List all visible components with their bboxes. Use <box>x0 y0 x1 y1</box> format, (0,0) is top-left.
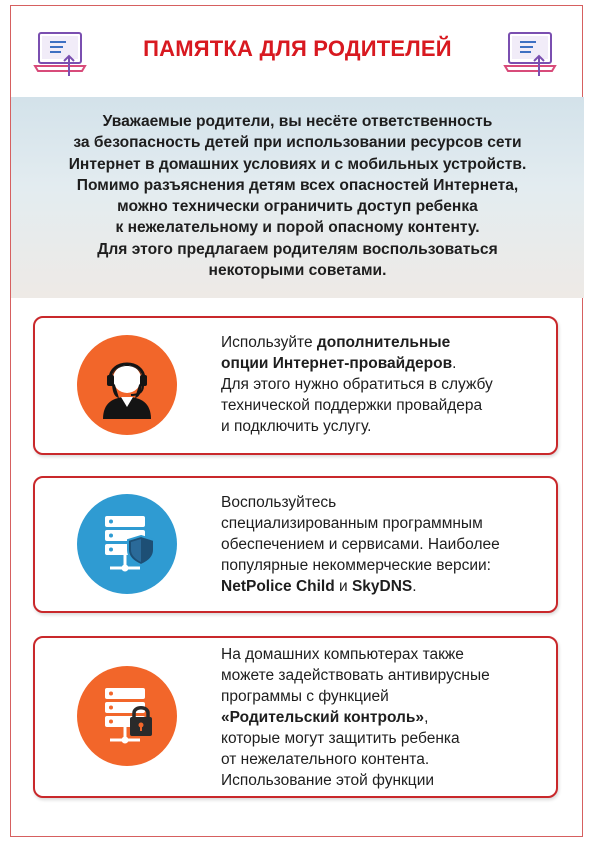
intro-panel <box>11 97 584 298</box>
tip-line: Для этого нужно обратиться в службу <box>221 376 493 393</box>
tip-line: которые могут защитить ребенка <box>221 730 460 747</box>
tip-line: от нежелательного контента. <box>221 751 430 768</box>
support-operator-icon <box>77 335 177 435</box>
tip-line: Использование этой функции <box>221 772 435 789</box>
intro-line: Интернет в домашних условиях и с мобильных устройств. <box>68 155 527 173</box>
tip-card-software <box>33 476 558 613</box>
page-title: ПАМЯТКА ДЛЯ РОДИТЕЛЕЙ <box>143 36 452 61</box>
tip-card-antivirus <box>33 636 558 798</box>
tip-text <box>221 492 551 597</box>
intro-line: Уважаемые родители, вы несёте ответственность <box>102 113 493 130</box>
tip-card-provider <box>33 316 558 455</box>
tip-line: Воспользуйтесь <box>221 494 337 511</box>
tip-line: На домашних компьютерах также <box>221 646 464 663</box>
tip-line: технической поддержки провайдера <box>221 397 483 414</box>
intro-line: можно технически ограничить доступ ребенка <box>117 198 478 216</box>
intro-text <box>11 111 584 281</box>
tip-line: можете задействовать антивирусные <box>221 667 490 684</box>
tip-line: опции Интернет-провайдеров. <box>221 355 457 372</box>
tip-line: специализированным программным <box>221 515 483 532</box>
intro-line: Для этого предлагаем родителям воспользоваться <box>97 240 498 258</box>
intro-line: к нежелательному и порой опасному контенту. <box>115 219 480 237</box>
tip-line: «Родительский контроль», <box>221 709 429 726</box>
tip-line: обеспечением и сервисами. Наиболее <box>221 536 500 553</box>
tip-text <box>221 332 551 437</box>
tip-text <box>221 644 551 791</box>
intro-line: за безопасность детей при использовании ресурсов сети <box>73 134 522 152</box>
intro-line: некоторыми советами. <box>208 262 387 280</box>
header <box>0 0 595 95</box>
laptop-upload-icon <box>33 30 87 78</box>
tip-line: популярные некоммерческие версии: <box>221 557 491 574</box>
tip-line: программы с функцией <box>221 688 389 705</box>
server-lock-icon <box>77 666 177 766</box>
tip-line: и подключить услугу. <box>221 418 372 435</box>
server-shield-icon <box>77 494 177 594</box>
laptop-upload-icon <box>503 30 557 78</box>
intro-line: Помимо разъяснения детям всех опасностей Интернета, <box>76 176 519 194</box>
tip-line: NetPolice Child и SkyDNS. <box>221 578 417 595</box>
tip-line: Используйте дополнительные <box>221 334 451 351</box>
